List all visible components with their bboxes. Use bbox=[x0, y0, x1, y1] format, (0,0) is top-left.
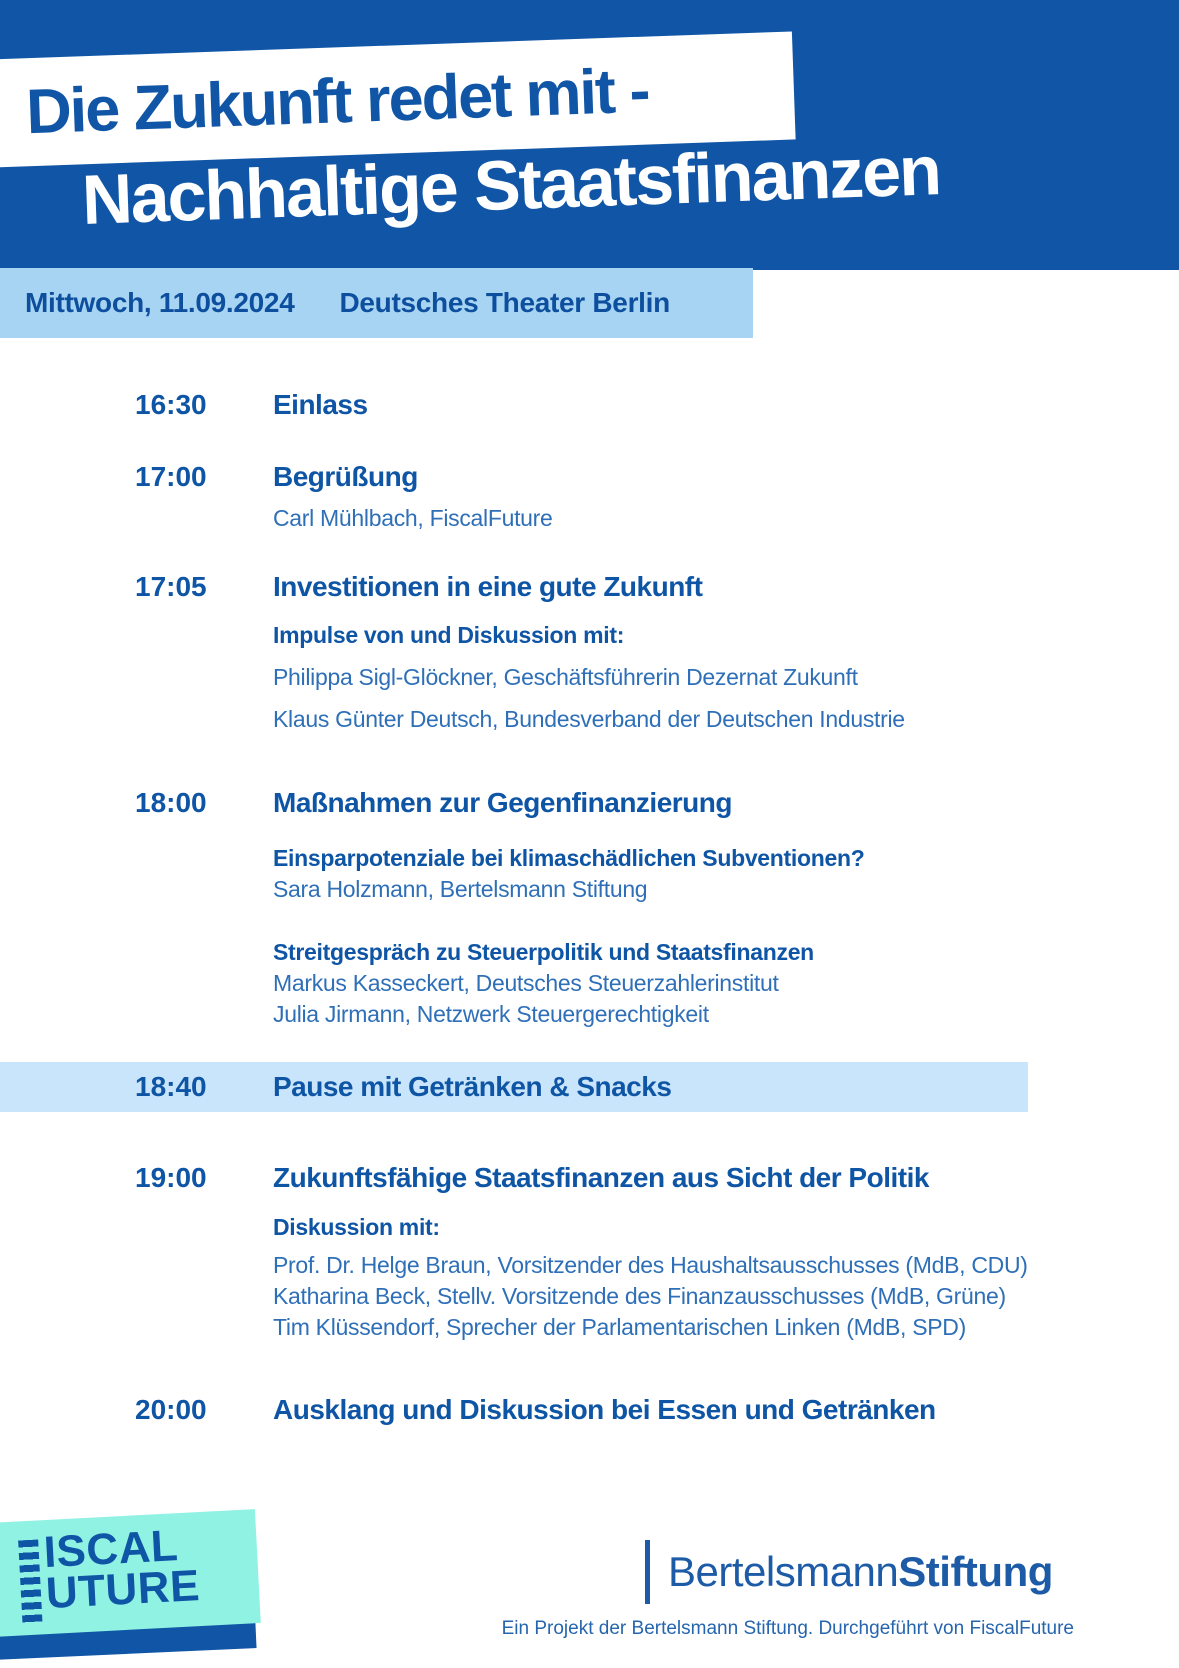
bertelsmann-name: Bertelsmann bbox=[668, 1548, 899, 1595]
session-title: Einlass bbox=[273, 389, 368, 420]
footer-tagline: Ein Projekt der Bertelsmann Stiftung. Durchgeführt von FiscalFuture bbox=[501, 1618, 1074, 1639]
bertelsmann-logo bbox=[645, 1540, 1053, 1604]
session-title: Maßnahmen zur Gegenfinanzierung bbox=[273, 787, 732, 818]
session-title: Pause mit Getränken & Snacks bbox=[273, 1071, 672, 1102]
speaker-line: Katharina Beck, Stellv. Vorsitzende des Finanzausschusses (MdB, Grüne) bbox=[273, 1283, 1006, 1309]
time-label: 18:00 bbox=[135, 787, 207, 818]
segment-heading: Einsparpotenziale bei klimaschädlichen Subventionen? bbox=[273, 845, 865, 871]
segment-heading: Streitgespräch zu Steuerpolitik und Staatsfinanzen bbox=[273, 939, 814, 965]
stylized-f-icon bbox=[18, 1539, 42, 1624]
event-date: Mittwoch, 11.09.2024 bbox=[25, 287, 295, 318]
fiscal-word-2: UTURE bbox=[44, 1561, 202, 1619]
speaker-line: Tim Klüssendorf, Sprecher der Parlamentarischen Linken (MdB, SPD) bbox=[273, 1314, 966, 1340]
speaker-line: Carl Mühlbach, FiscalFuture bbox=[273, 505, 553, 531]
stiftung-name: Stiftung bbox=[898, 1548, 1053, 1595]
speaker-line: Julia Jirmann, Netzwerk Steuergerechtigkeit bbox=[273, 1001, 709, 1027]
time-label: 16:30 bbox=[135, 389, 207, 420]
session-lead: Diskussion mit: bbox=[273, 1214, 440, 1240]
session-lead: Impulse von und Diskussion mit: bbox=[273, 622, 625, 648]
speaker-line: Markus Kasseckert, Deutsches Steuerzahlerinstitut bbox=[273, 970, 779, 996]
bertelsmann-divider bbox=[645, 1540, 650, 1604]
speaker-line: Prof. Dr. Helge Braun, Vorsitzender des Haushaltsausschusses (MdB, CDU) bbox=[273, 1252, 1028, 1278]
page-title: Nachhaltige Staatsfinanzen bbox=[80, 131, 942, 239]
info-bar bbox=[0, 268, 753, 338]
time-label: 18:40 bbox=[135, 1071, 207, 1102]
time-label: 19:00 bbox=[135, 1162, 207, 1193]
speaker-line: Philippa Sigl-Glöckner, Geschäftsführerin Dezernat Zukunft bbox=[273, 664, 858, 690]
header bbox=[0, 0, 1179, 270]
speaker-line: Klaus Günter Deutsch, Bundesverband der Deutschen Industrie bbox=[273, 706, 905, 732]
speaker-line: Sara Holzmann, Bertelsmann Stiftung bbox=[273, 876, 648, 902]
fiscal-future-wordmark bbox=[42, 1521, 202, 1623]
session-title: Investitionen in eine gute Zukunft bbox=[273, 571, 703, 602]
bertelsmann-wordmark bbox=[668, 1548, 1053, 1596]
fiscal-future-logo bbox=[0, 1509, 261, 1637]
kicker-text: Die Zukunft redet mit - bbox=[24, 55, 650, 148]
session-title: Zukunftsfähige Staatsfinanzen aus Sicht der Politik bbox=[273, 1162, 929, 1193]
session-title: Ausklang und Diskussion bei Essen und Getränken bbox=[273, 1394, 936, 1425]
session-title: Begrüßung bbox=[273, 461, 418, 492]
event-venue: Deutsches Theater Berlin bbox=[339, 287, 670, 318]
time-label: 17:00 bbox=[135, 461, 207, 492]
time-label: 17:05 bbox=[135, 571, 207, 602]
fiscal-word-1: ISCAL bbox=[42, 1521, 180, 1578]
pause-row bbox=[0, 1062, 1028, 1112]
time-label: 20:00 bbox=[135, 1394, 207, 1425]
